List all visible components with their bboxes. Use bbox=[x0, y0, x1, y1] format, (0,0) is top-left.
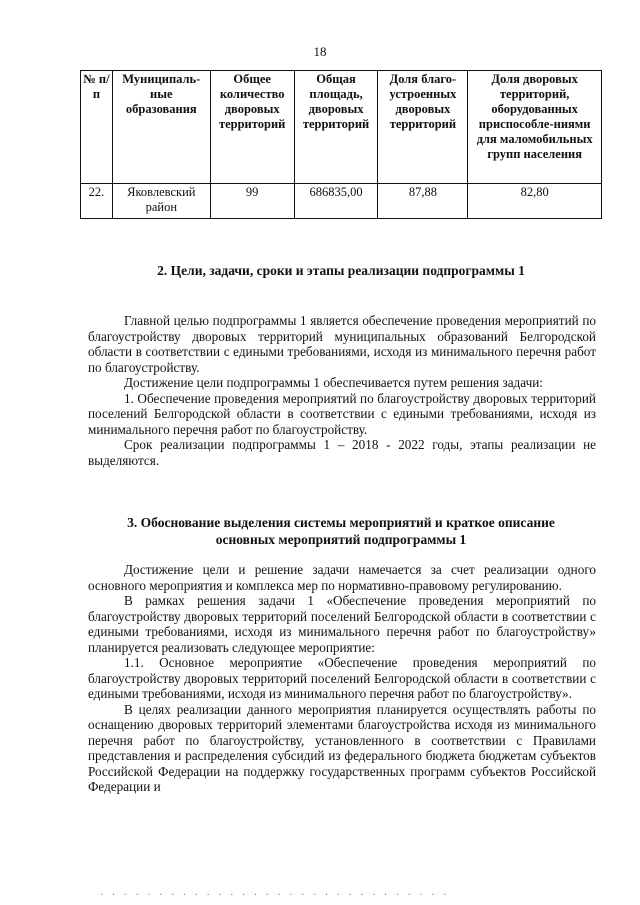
section-3-body bbox=[88, 562, 596, 795]
cell-municipality: Яковлевский район bbox=[112, 184, 210, 219]
header-municipality: Муниципаль-ные образования bbox=[112, 71, 210, 184]
header-total-count: Общее количество дворовых территорий bbox=[210, 71, 294, 184]
cell-total-count: 99 bbox=[210, 184, 294, 219]
section-3-title bbox=[80, 514, 602, 548]
paragraph: Срок реализации подпрограммы 1 – 2018 - 2022 годы, этапы реализации не выделяются. bbox=[88, 437, 596, 468]
territories-table bbox=[80, 70, 602, 219]
section-2-title: 2. Цели, задачи, сроки и этапы реализации подпрограммы 1 bbox=[157, 263, 525, 278]
paragraph: Достижение цели и решение задачи намечается за счет реализации одного основного мероприятия и комплекса мер по нормативно-правовому регулированию. bbox=[88, 562, 596, 593]
header-improved-share: Доля благо-устроенных дворовых территорий bbox=[378, 71, 468, 184]
header-accessible-share: Доля дворовых территорий, оборудованных приспособле-ниями для маломобильных групп населения bbox=[468, 71, 602, 184]
paragraph: В рамках решения задачи 1 «Обеспечение проведения мероприятий по благоустройству дворовых территорий поселений Белгородской области в соответствии с едиными требованиями, исходя из минимального перечня работ по благоустройству» планируется реализовать следующее мероприятие: bbox=[88, 593, 596, 655]
cell-accessible-share: 82,80 bbox=[468, 184, 602, 219]
section-3-title-line2: основных мероприятий подпрограммы 1 bbox=[215, 532, 467, 547]
paragraph: 1.1. Основное мероприятие «Обеспечение проведения мероприятий по благоустройству дворовых территорий поселений Белгородской области в соответствии с едиными требованиями, исходя из минимального перечня работ по благоустройству». bbox=[88, 655, 596, 701]
page-number: 18 bbox=[313, 44, 327, 59]
section-3-title-line1: 3. Обоснование выделения системы мероприятий и краткое описание bbox=[127, 515, 555, 530]
section-2-body bbox=[88, 313, 596, 468]
table-header-row bbox=[81, 71, 602, 184]
cell-improved-share: 87,88 bbox=[378, 184, 468, 219]
cell-number: 22. bbox=[81, 184, 113, 219]
paragraph: 1. Обеспечение проведения мероприятий по благоустройству дворовых территорий поселений Белгородской области в соответствии с едиными требованиями, исходя из минимального перечня работ по благоустройству. bbox=[88, 390, 596, 437]
paragraph: Главной целью подпрограммы 1 является обеспечение проведения мероприятий по благоустройству дворовых территорий муниципальных образований Белгородской области в соответствии с едиными требованиями, исходя из минимального перечня работ по благоустройству. bbox=[88, 313, 596, 375]
paragraph: В целях реализации данного мероприятия планируется осуществлять работы по оснащению дворовых территорий элементами благоустройства исходя из минимального перечня работ по благоустройству, установленного в соответствии с Правилами представления и распределения субсидий из федерального бюджета бюджетам субъектов Российской Федерации на поддержку государственных программ субъектов Российской Федерации и bbox=[88, 701, 596, 794]
cell-total-area: 686835,00 bbox=[294, 184, 378, 219]
scan-artifact-dots: · · · · · · · · · · · · · · · · · · · · · · · · · · · · · · bbox=[100, 890, 450, 901]
table-row bbox=[81, 184, 602, 219]
header-number: № п/п bbox=[81, 71, 113, 184]
paragraph: Достижение цели подпрограммы 1 обеспечивается путем решения задачи: bbox=[124, 375, 543, 390]
header-total-area: Общая площадь, дворовых территорий bbox=[294, 71, 378, 184]
